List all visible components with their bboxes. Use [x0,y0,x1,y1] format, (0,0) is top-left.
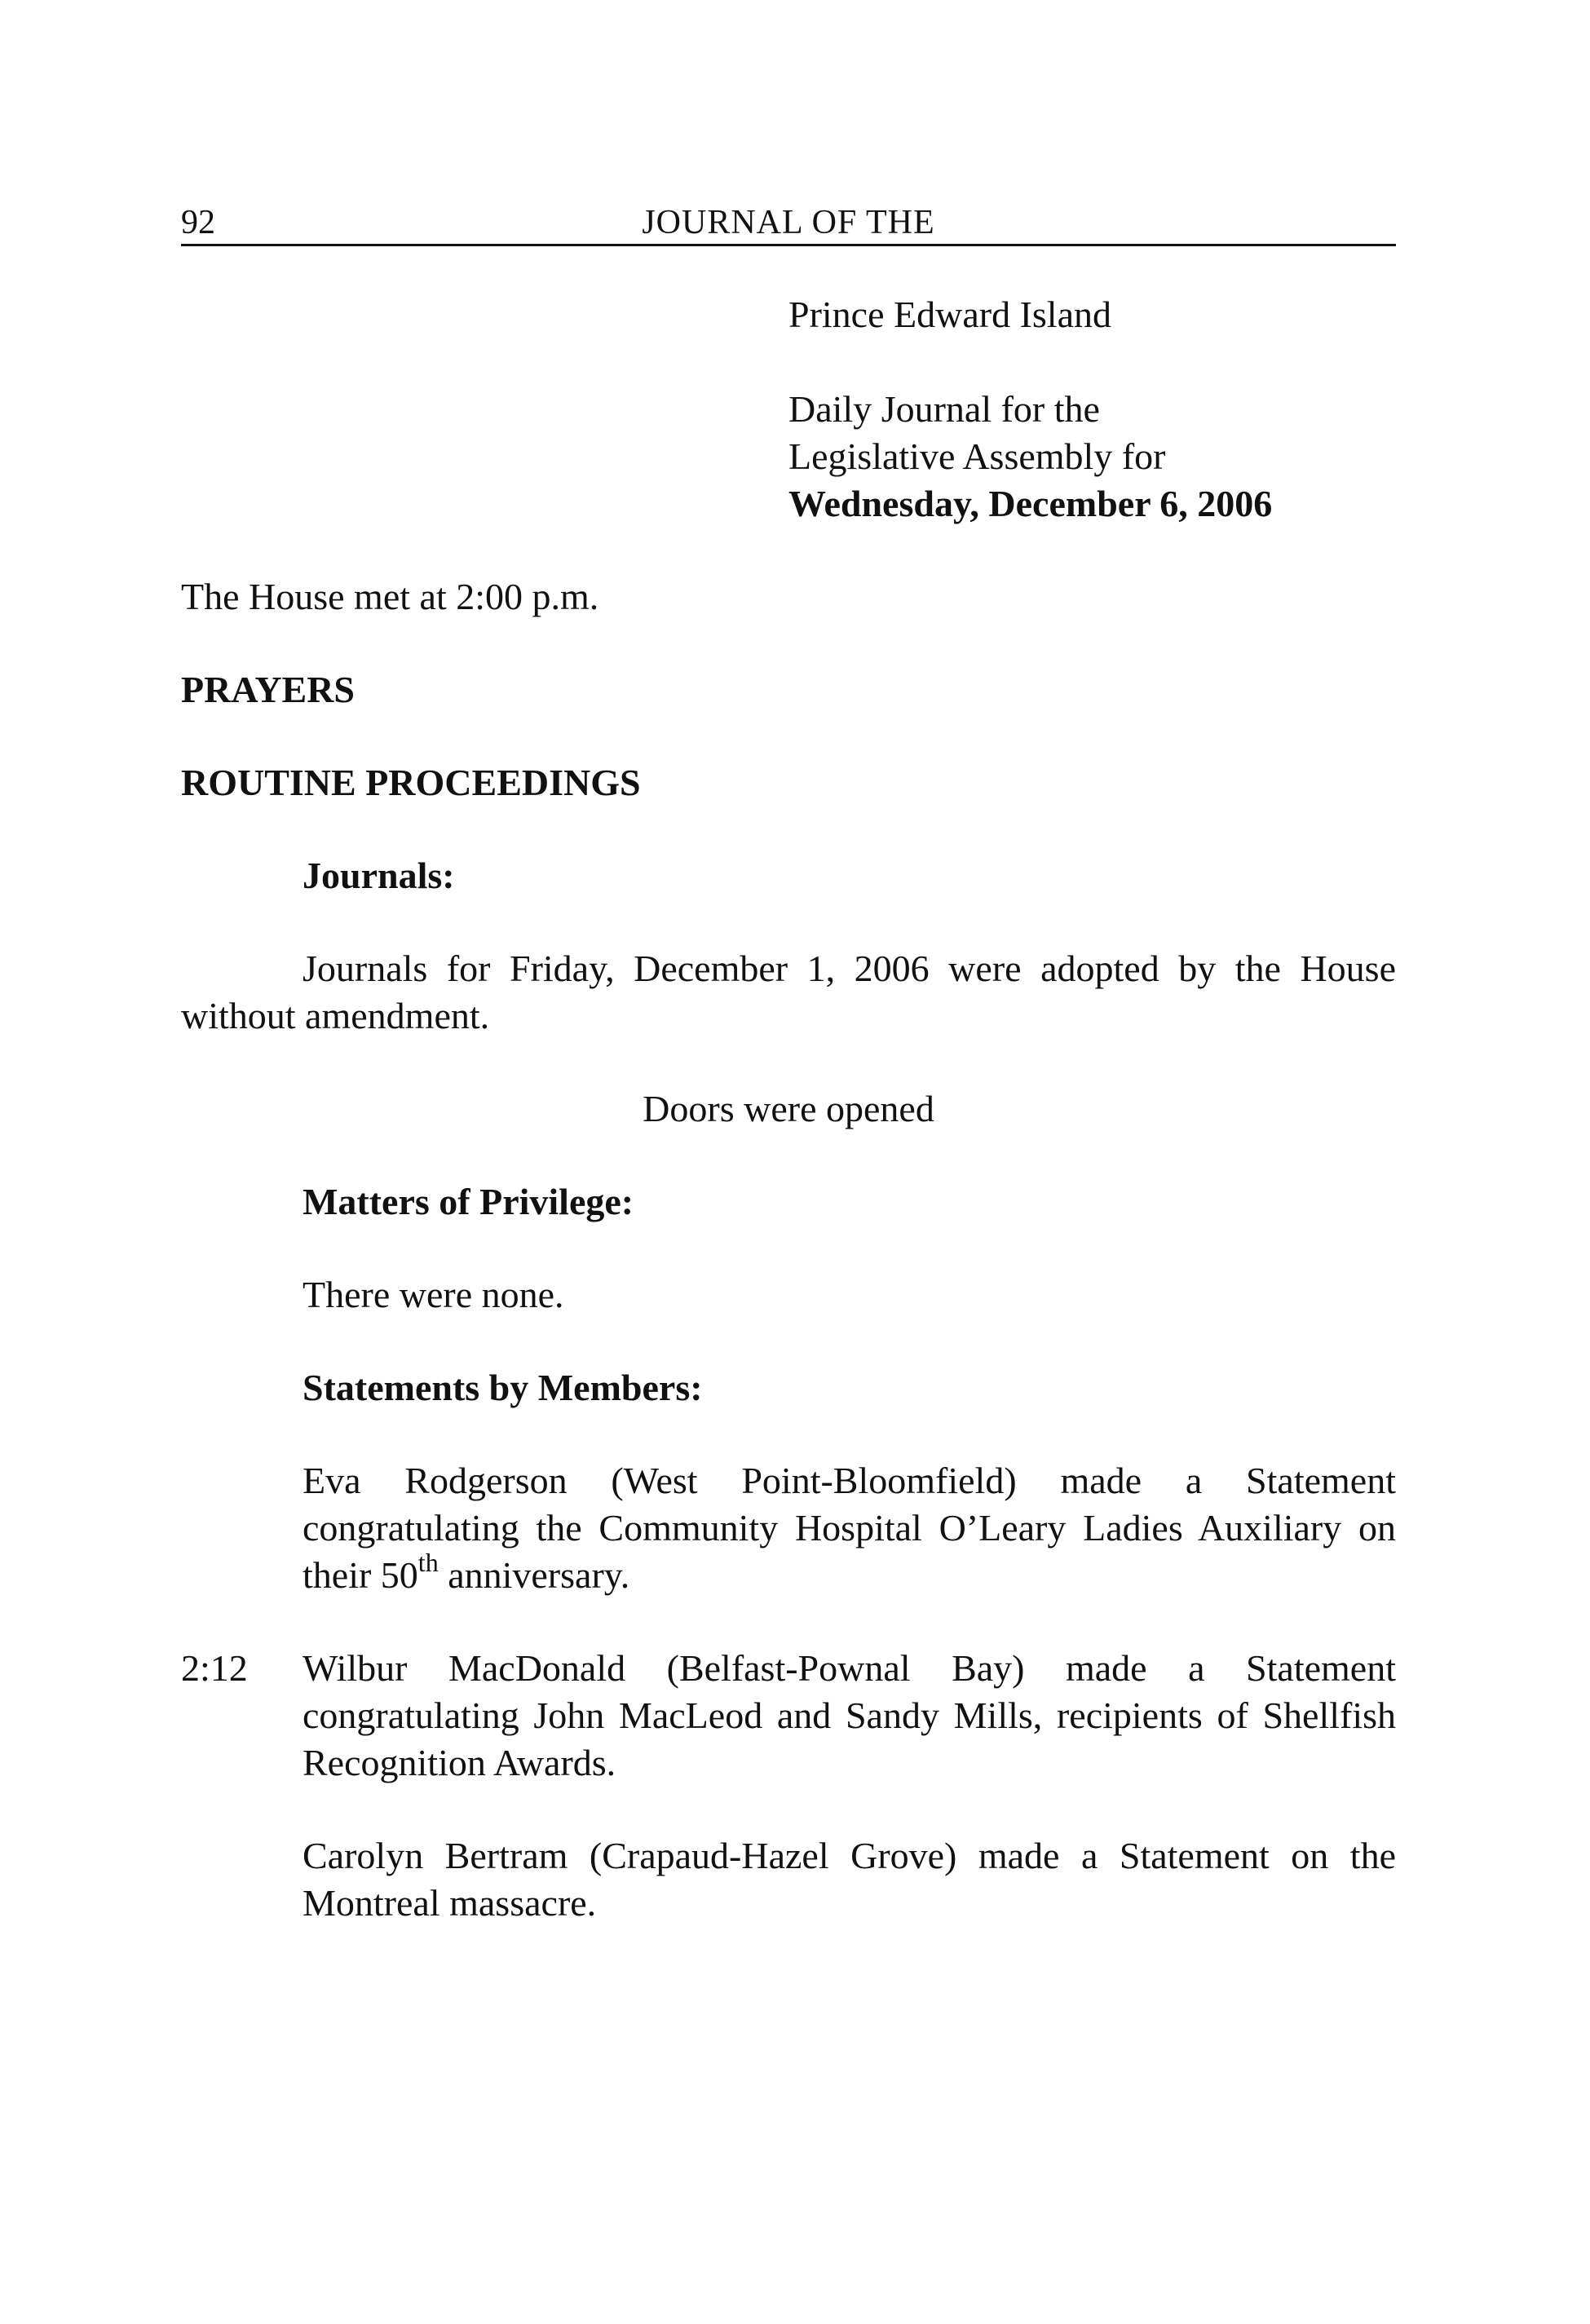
statement-rodgerson-text: Eva Rodgerson (West Point-Bloomfield) made a Statement congratulating the Community Hospital O’Leary Ladies Auxiliary on their 50 [303,1460,1396,1596]
journals-text: Journals for Friday, December 1, 2006 were adopted by the House without amendment. [181,948,1396,1036]
statement-macdonald: Wilbur MacDonald (Belfast-Pownal Bay) made a Statement congratulating John MacLeod and Sandy Mills, recipients of Shellfish Recognition Awards. [303,1647,1396,1783]
page-number: 92 [181,204,215,241]
time-stamp: 2:12 [181,1647,248,1689]
heading-routine-proceedings: ROUTINE PROCEEDINGS [181,762,641,803]
journal-date: Wednesday, December 6, 2006 [788,483,1273,524]
privilege-text: There were none. [303,1274,564,1315]
statement-bertram: Carolyn Bertram (Crapaud-Hazel Grove) made a Statement on the Montreal massacre. [303,1835,1396,1924]
doors-note: Doors were opened [643,1088,934,1129]
journal-line-1: Daily Journal for the [788,388,1100,430]
running-title: JOURNAL OF THE [642,204,935,241]
opening-statement: The House met at 2:00 p.m. [181,576,599,617]
journal-line-2: Legislative Assembly for [788,435,1166,477]
heading-journals: Journals: [303,855,455,896]
ordinal-suffix: th [417,1547,439,1577]
heading-statements: Statements by Members: [303,1367,703,1408]
heading-privilege: Matters of Privilege: [303,1181,634,1222]
statement-rodgerson-end: anniversary. [438,1554,630,1596]
dateline [788,291,1396,528]
province-name: Prince Edward Island [788,294,1111,335]
heading-prayers: PRAYERS [181,669,356,710]
statement-rodgerson [303,1457,1396,1599]
page-header [181,201,1396,246]
